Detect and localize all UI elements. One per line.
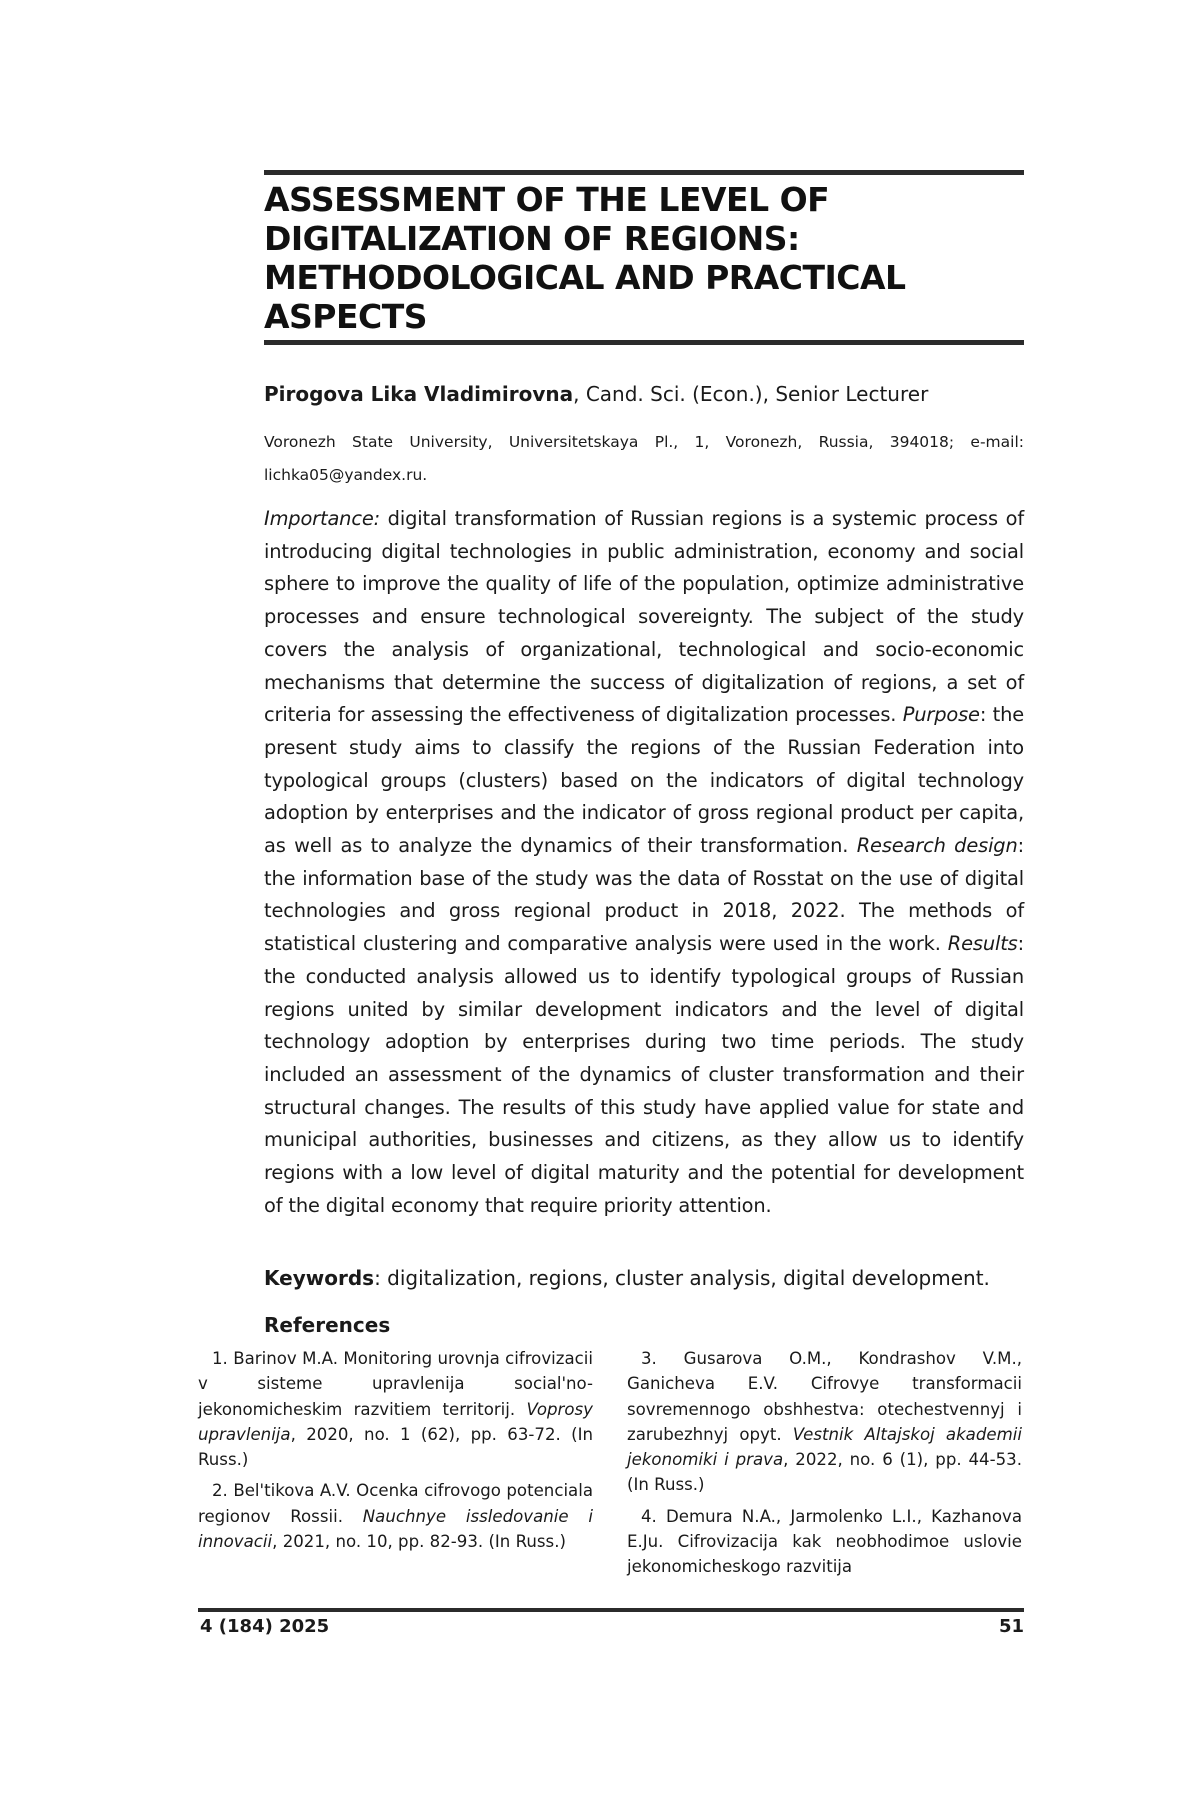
author-affiliation: Voronezh State University, Universitetskaya Pl., 1, Voronezh, Russia, 394018; e-mail: lichka05@yandex.ru.	[264, 426, 1024, 492]
abstract-results-label: Results	[948, 932, 1018, 955]
footer-rule	[198, 1608, 1024, 1612]
reference-item-3: 3. Gusarova O.M., Kondrashov V.M., Ganicheva E.V. Cifrovye transformacii sovremennogo obshhestva: otechestvennyj i zarubezhnyj opyt. Vestnik Altajskoj akademii jekonomiki i prava, 2022, no. 6 (1), pp. 44-53. (In Russ.)	[627, 1346, 1022, 1498]
author-credentials: , Cand. Sci. (Econ.), Senior Lecturer	[573, 382, 928, 406]
reference-item-4: 4. Demura N.A., Jarmolenko L.I., Kazhanova E.Ju. Cifrovizacija kak neobhodimoe uslovie jekonomicheskogo razvitija	[627, 1504, 1022, 1580]
title-top-rule	[264, 170, 1024, 175]
abstract-purpose-label: Purpose	[903, 703, 980, 726]
title-bottom-rule	[264, 340, 1024, 345]
article-title: ASSESSMENT OF THE LEVEL OF DIGITALIZATION OF REGIONS: METHODOLOGICAL AND PRACTICAL ASPECTS	[264, 180, 1024, 336]
references-heading: References	[264, 1311, 390, 1339]
abstract-importance-text: digital transformation of Russian regions is a systemic process of introducing digital technologies in public administration, economy and social sphere to improve the quality of life of the population, optimize administrative processes and ensure technological sovereignty. The subject of the study covers the analysis of organizational, technological and socio-economic mechanisms that determine the success of digitalization of regions, a set of criteria for assessing the effectiveness of digitalization processes.	[264, 507, 1024, 726]
issue-number: 4 (184) 2025	[200, 1614, 329, 1640]
references-column-right	[627, 1346, 1022, 1586]
abstract-results-text: : the conducted analysis allowed us to identify typological groups of Russian regions united by similar development indicators and the level of digital technology adoption by enterprises during two time periods. The study included an assessment of the dynamics of cluster transformation and their structural changes. The results of this study have applied value for state and municipal authorities, businesses and citizens, as they allow us to identify regions with a low level of digital maturity and the potential for development of the digital economy that require priority attention.	[264, 932, 1024, 1217]
abstract-importance-label: Importance:	[264, 507, 380, 530]
reference-item-2: 2. Bel'tikova A.V. Ocenka cifrovogo potenciala regionov Rossii. Nauchnye issledovanie i innovacii, 2021, no. 10, pp. 82-93. (In Russ.)	[198, 1478, 593, 1554]
references-column-left	[198, 1346, 593, 1560]
author-name: Pirogova Lika Vladimirovna	[264, 382, 573, 406]
abstract	[264, 503, 1024, 1222]
reference-item-1: 1. Barinov M.A. Monitoring urovnja cifrovizacii v sisteme upravlenija social'no-jekonomicheskim razvitiem territorij. Voprosy upravlenija, 2020, no. 1 (62), pp. 63-72. (In Russ.)	[198, 1346, 593, 1472]
keywords	[264, 1264, 1024, 1292]
author-line	[264, 380, 1024, 408]
abstract-design-text: : the information base of the study was the data of Rosstat on the use of digital technologies and gross regional product in 2018, 2022. The methods of statistical clustering and comparative analysis were used in the work.	[264, 834, 1024, 955]
keywords-text: : digitalization, regions, cluster analysis, digital development.	[374, 1266, 990, 1290]
page-number: 51	[999, 1614, 1024, 1640]
abstract-design-label: Research design	[857, 834, 1018, 857]
journal-page	[0, 0, 1200, 1801]
keywords-label: Keywords	[264, 1266, 374, 1290]
abstract-purpose-text: : the present study aims to classify the regions of the Russian Federation into typological groups (clusters) based on the indicators of digital technology adoption by enterprises and the indicator of gross regional product per capita, as well as to analyze the dynamics of their transformation.	[264, 703, 1024, 857]
